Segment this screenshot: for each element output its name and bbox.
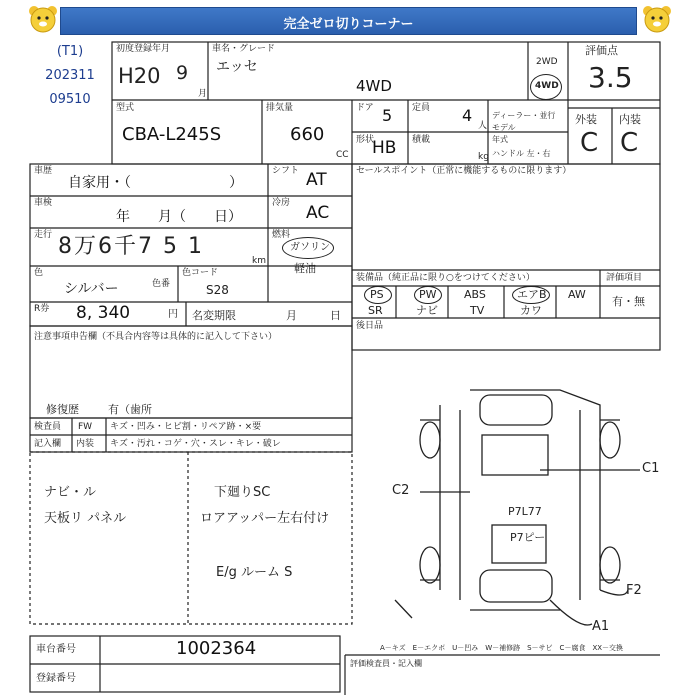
capacity-unit: 人 [478,121,488,131]
cc-unit: CC [336,150,349,160]
doors: 5 [382,106,393,125]
shape: HB [372,138,397,158]
lot-line-2: 202311 [45,68,95,83]
lot-line-1: (T1) [56,44,84,59]
type-code: CBA-L245S [122,124,222,145]
reg-month: 9 [176,62,189,84]
equip-ps: PS [370,288,384,301]
inspection-value: 年 月（ 日） [116,209,242,225]
equip-tv: TV [470,304,485,317]
mileage-unit: km [252,256,266,266]
color-label: 色 [34,268,44,278]
exterior-label: 外装 [575,113,597,126]
handwritten-note-3: 下廻りSC [214,485,271,500]
drive-2wd: 2WD [536,57,558,67]
handwritten-note-4: ロアアッパー左右付け [200,511,330,526]
handwritten-note-1: ナビ・ル [44,485,97,500]
fuel-label: 燃料 [272,230,291,240]
recycle-unit: 円 [168,309,178,320]
interior-label: 内装 [619,113,641,126]
shift-value: AT [306,170,327,190]
nameplate-day: 日 [330,309,341,322]
color-code-label: 色コード [182,268,219,278]
diagram-mark-a1: A1 [592,619,610,634]
displacement-label: 排気量 [266,103,294,113]
fuel-diesel: 軽油 [294,262,316,275]
banner-title: 完全ゼロ切りコーナー [283,17,414,32]
rating-value: 3.5 [588,61,633,94]
use-label: 車歴 [34,166,53,176]
car-name-label: 車名・グレード [212,44,276,54]
equip-aw: AW [568,288,586,301]
color-value: シルバー [64,281,119,297]
notes-label: 注意事項申告欄（不具合内容等は具体的に記入して下さい） [34,332,278,342]
checker-label: 検査員 [34,422,62,432]
capacity: 4 [462,106,473,125]
use-value: 自家用・（ ） [68,175,243,191]
recycle-value: 8, 340 [76,303,131,323]
damage-legend: A－キズ E－エクボ U－凹み W－補修跡 S－サビ C－腐食 XX－交換 [380,644,624,652]
recycle-label: R券 [34,304,50,314]
drive-4wd: 4WD [535,81,559,91]
int-items: キズ・汚れ・コゲ・穴・スレ・キレ・破レ [110,439,281,449]
month-suffix: 月 [198,89,208,99]
car-name: エッセ [216,59,258,75]
diagram-mark-p1: P7L77 [508,505,542,518]
nameplate-month: 月 [286,309,297,322]
nameplate-label: 名変期限 [192,309,236,322]
year-label: 年式 [492,135,508,144]
shape-label: 形状 [356,135,375,145]
mileage-label: 走行 [34,230,53,240]
chassis-number: 1002364 [176,638,257,659]
diagram-mark-c1: C1 [642,461,660,476]
equip-airbag: エアB [517,288,547,301]
sales-point-label: セールスポイント（正常に機能するものに限ります） [356,166,572,176]
equip-abs: ABS [464,288,486,301]
fuel-gasoline: ガソリン [290,242,330,253]
model-label: モデル [492,123,516,132]
equip-sr: SR [368,304,383,317]
aircon-label: 冷房 [272,198,291,208]
exterior-grade: C [580,128,599,158]
equipment-label: 装備品（純正品に限り○をつけてください） [356,273,535,283]
color-no-label: 色番 [152,279,171,289]
diagram-mark-c2: C2 [392,483,410,498]
diagram-mark-p2: P7ピー [510,531,546,544]
mileage-value: 8万6千7 5 1 [58,234,204,259]
lot-line-3: 09510 [49,92,91,107]
equip-leather: カワ [520,304,542,317]
repair-label: 修復歴 [46,403,79,416]
drive-type: 4WD [356,77,392,95]
capacity-label: 定員 [412,103,431,113]
repair-value: 有（歯所 [108,403,152,416]
handle-label: ハンドル 左・右 [492,149,551,158]
interior-item-label: 内装 [76,439,95,449]
chassis-label: 車台番号 [36,644,76,655]
load-unit: kg [478,152,489,162]
equip-pw: PW [419,288,437,301]
fw-items: キズ・凹み・ヒビ割・リペア跡・×要 [110,422,262,432]
fw-label: FW [78,422,93,432]
type-label: 型式 [116,103,135,113]
aircon-value: AC [306,203,330,223]
load-label: 積載 [412,135,431,145]
equip-navi: ナビ [416,304,438,317]
post-date-label: 後日品 [356,321,384,331]
handwritten-note-2: 天板リ パネル [44,511,127,526]
interior-grade: C [620,128,639,158]
first-reg-label: 初度登録年月 [116,44,171,54]
entry-label: 記入欄 [34,439,62,449]
displacement: 660 [290,124,325,145]
shift-label: シフト [272,166,300,176]
rating-item-label: 評価項目 [606,273,643,283]
dealer-label: ディーラー・並行 [492,111,556,120]
reg-era: H20 [118,64,161,88]
diagram-mark-f2: F2 [626,583,642,598]
reg-no-label: 登録番号 [36,673,76,684]
doors-label: ドア [356,103,374,113]
inspection-label: 車検 [34,198,53,208]
rating-label: 評価点 [585,44,618,57]
color-code: S28 [206,283,229,297]
handwritten-note-5: E/g ルーム S [216,565,293,580]
legend-2: 評価検査員・記入欄 [350,659,422,668]
rating-item-value: 有・無 [612,295,645,308]
